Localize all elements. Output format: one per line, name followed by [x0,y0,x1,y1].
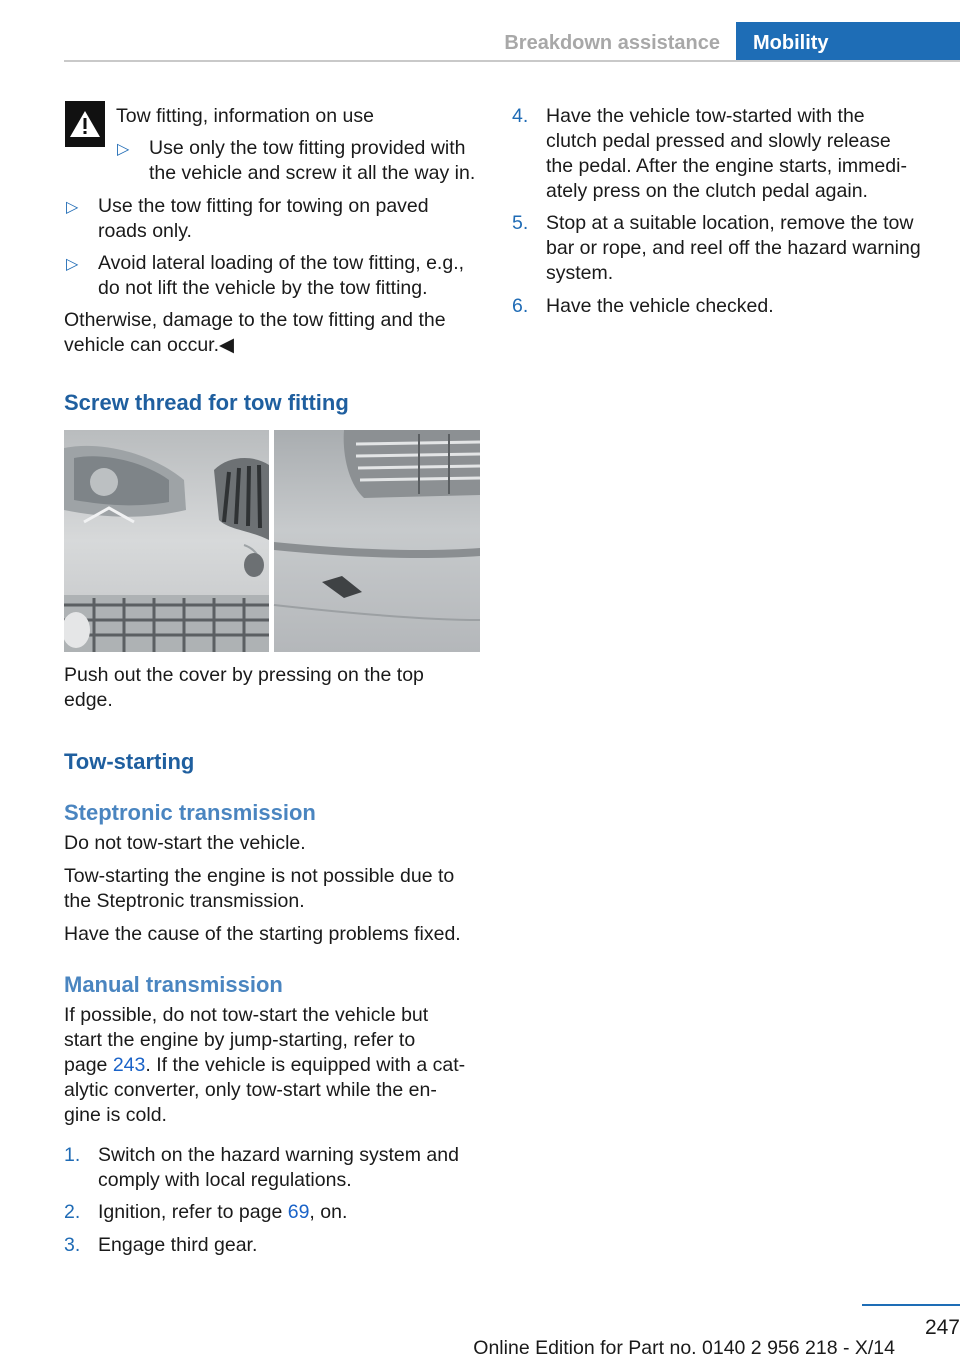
step-number: 3. [64,1234,81,1256]
tow-starting-heading: Tow-starting [64,749,195,774]
warning-icon [65,101,105,147]
manual-intro-text: page [64,1054,113,1076]
warning-item-3-line-2: do not lift the vehicle by the tow fitting. [98,277,428,299]
photo-caption-line-2: edge. [64,689,113,711]
step-2-text: Ignition, refer to page [98,1201,288,1223]
bullet-triangle-icon: ▷ [66,256,79,273]
header-section-title: Breakdown assistance [504,32,720,54]
footer-rule [862,1304,960,1306]
manual-intro-line-1: If possible, do not tow-start the vehicle but [64,1004,429,1026]
otherwise-line-1: Otherwise, damage to the tow fitting and the [64,309,446,331]
steptronic-p1: Do not tow-start the vehicle. [64,832,306,854]
photo-caption-line-1: Push out the cover by pressing on the top [64,664,424,686]
step-1-line-2: comply with local regulations. [98,1169,352,1191]
edition-note: Online Edition for Part no. 0140 2 956 218 - X/14 [473,1337,895,1359]
step-5-line-3: system. [546,262,614,284]
manual-intro-text: . If the vehicle is equipped with a cat- [145,1054,466,1076]
manual-intro-line-2: start the engine by jump-starting, refer to [64,1029,416,1051]
step-4-line-3: the pedal. After the engine starts, immedi- [546,155,907,177]
page-number: 247 [924,1316,960,1339]
bullet-triangle-icon: ▷ [66,199,79,216]
manual-intro-line-4: alytic converter, only tow-start while the en- [64,1079,437,1101]
step-number: 6. [512,295,529,317]
warning-item-2-line-2: roads only. [98,220,192,242]
manual-transmission-heading: Manual transmission [64,972,283,997]
step-number: 1. [64,1144,81,1166]
warning-item-2-line-1: Use the tow fitting for towing on paved [98,195,429,217]
warning-item-1-line-1: Use only the tow fitting provided with [149,137,466,159]
tow-fitting-cover-photo [64,430,480,652]
step-4-line-2: clutch pedal pressed and slowly release [546,130,891,152]
step-2 [98,1200,347,1225]
header-chapter-tab: Mobility [736,22,960,62]
page-link-243[interactable]: 243 [112,1054,146,1076]
warning-item-3-line-1: Avoid lateral loading of the tow fitting, e.g., [98,252,465,274]
step-number: 2. [64,1201,81,1223]
steptronic-heading: Steptronic transmission [64,800,316,825]
step-6: Have the vehicle checked. [546,295,774,317]
otherwise-line-2: vehicle can occur.◀ [64,334,234,356]
screw-thread-heading: Screw thread for tow fitting [64,390,349,415]
steptronic-p2-line-2: the Steptronic transmission. [64,890,305,912]
steptronic-p3: Have the cause of the starting problems fixed. [64,923,461,945]
warning-title: Tow fitting, information on use [116,105,374,127]
step-4-line-1: Have the vehicle tow-started with the [546,105,865,127]
manual-intro-line-3 [64,1053,465,1078]
page-link-69[interactable]: 69 [287,1201,310,1223]
steptronic-p2-line-1: Tow-starting the engine is not possible due to [64,865,455,887]
header-rule [64,60,960,62]
step-4-line-4: ately press on the clutch pedal again. [546,180,868,202]
step-1-line-1: Switch on the hazard warning system and [98,1144,459,1166]
step-5-line-1: Stop at a suitable location, remove the tow [546,212,914,234]
manual-intro-line-5: gine is cold. [64,1104,167,1126]
bullet-triangle-icon: ▷ [117,141,130,158]
step-number: 5. [512,212,529,234]
warning-item-1-line-2: the vehicle and screw it all the way in. [149,162,476,184]
step-2-text: , on. [309,1201,348,1223]
step-number: 4. [512,105,529,127]
step-5-line-2: bar or rope, and reel off the hazard warning [546,237,921,259]
step-3: Engage third gear. [98,1234,258,1256]
